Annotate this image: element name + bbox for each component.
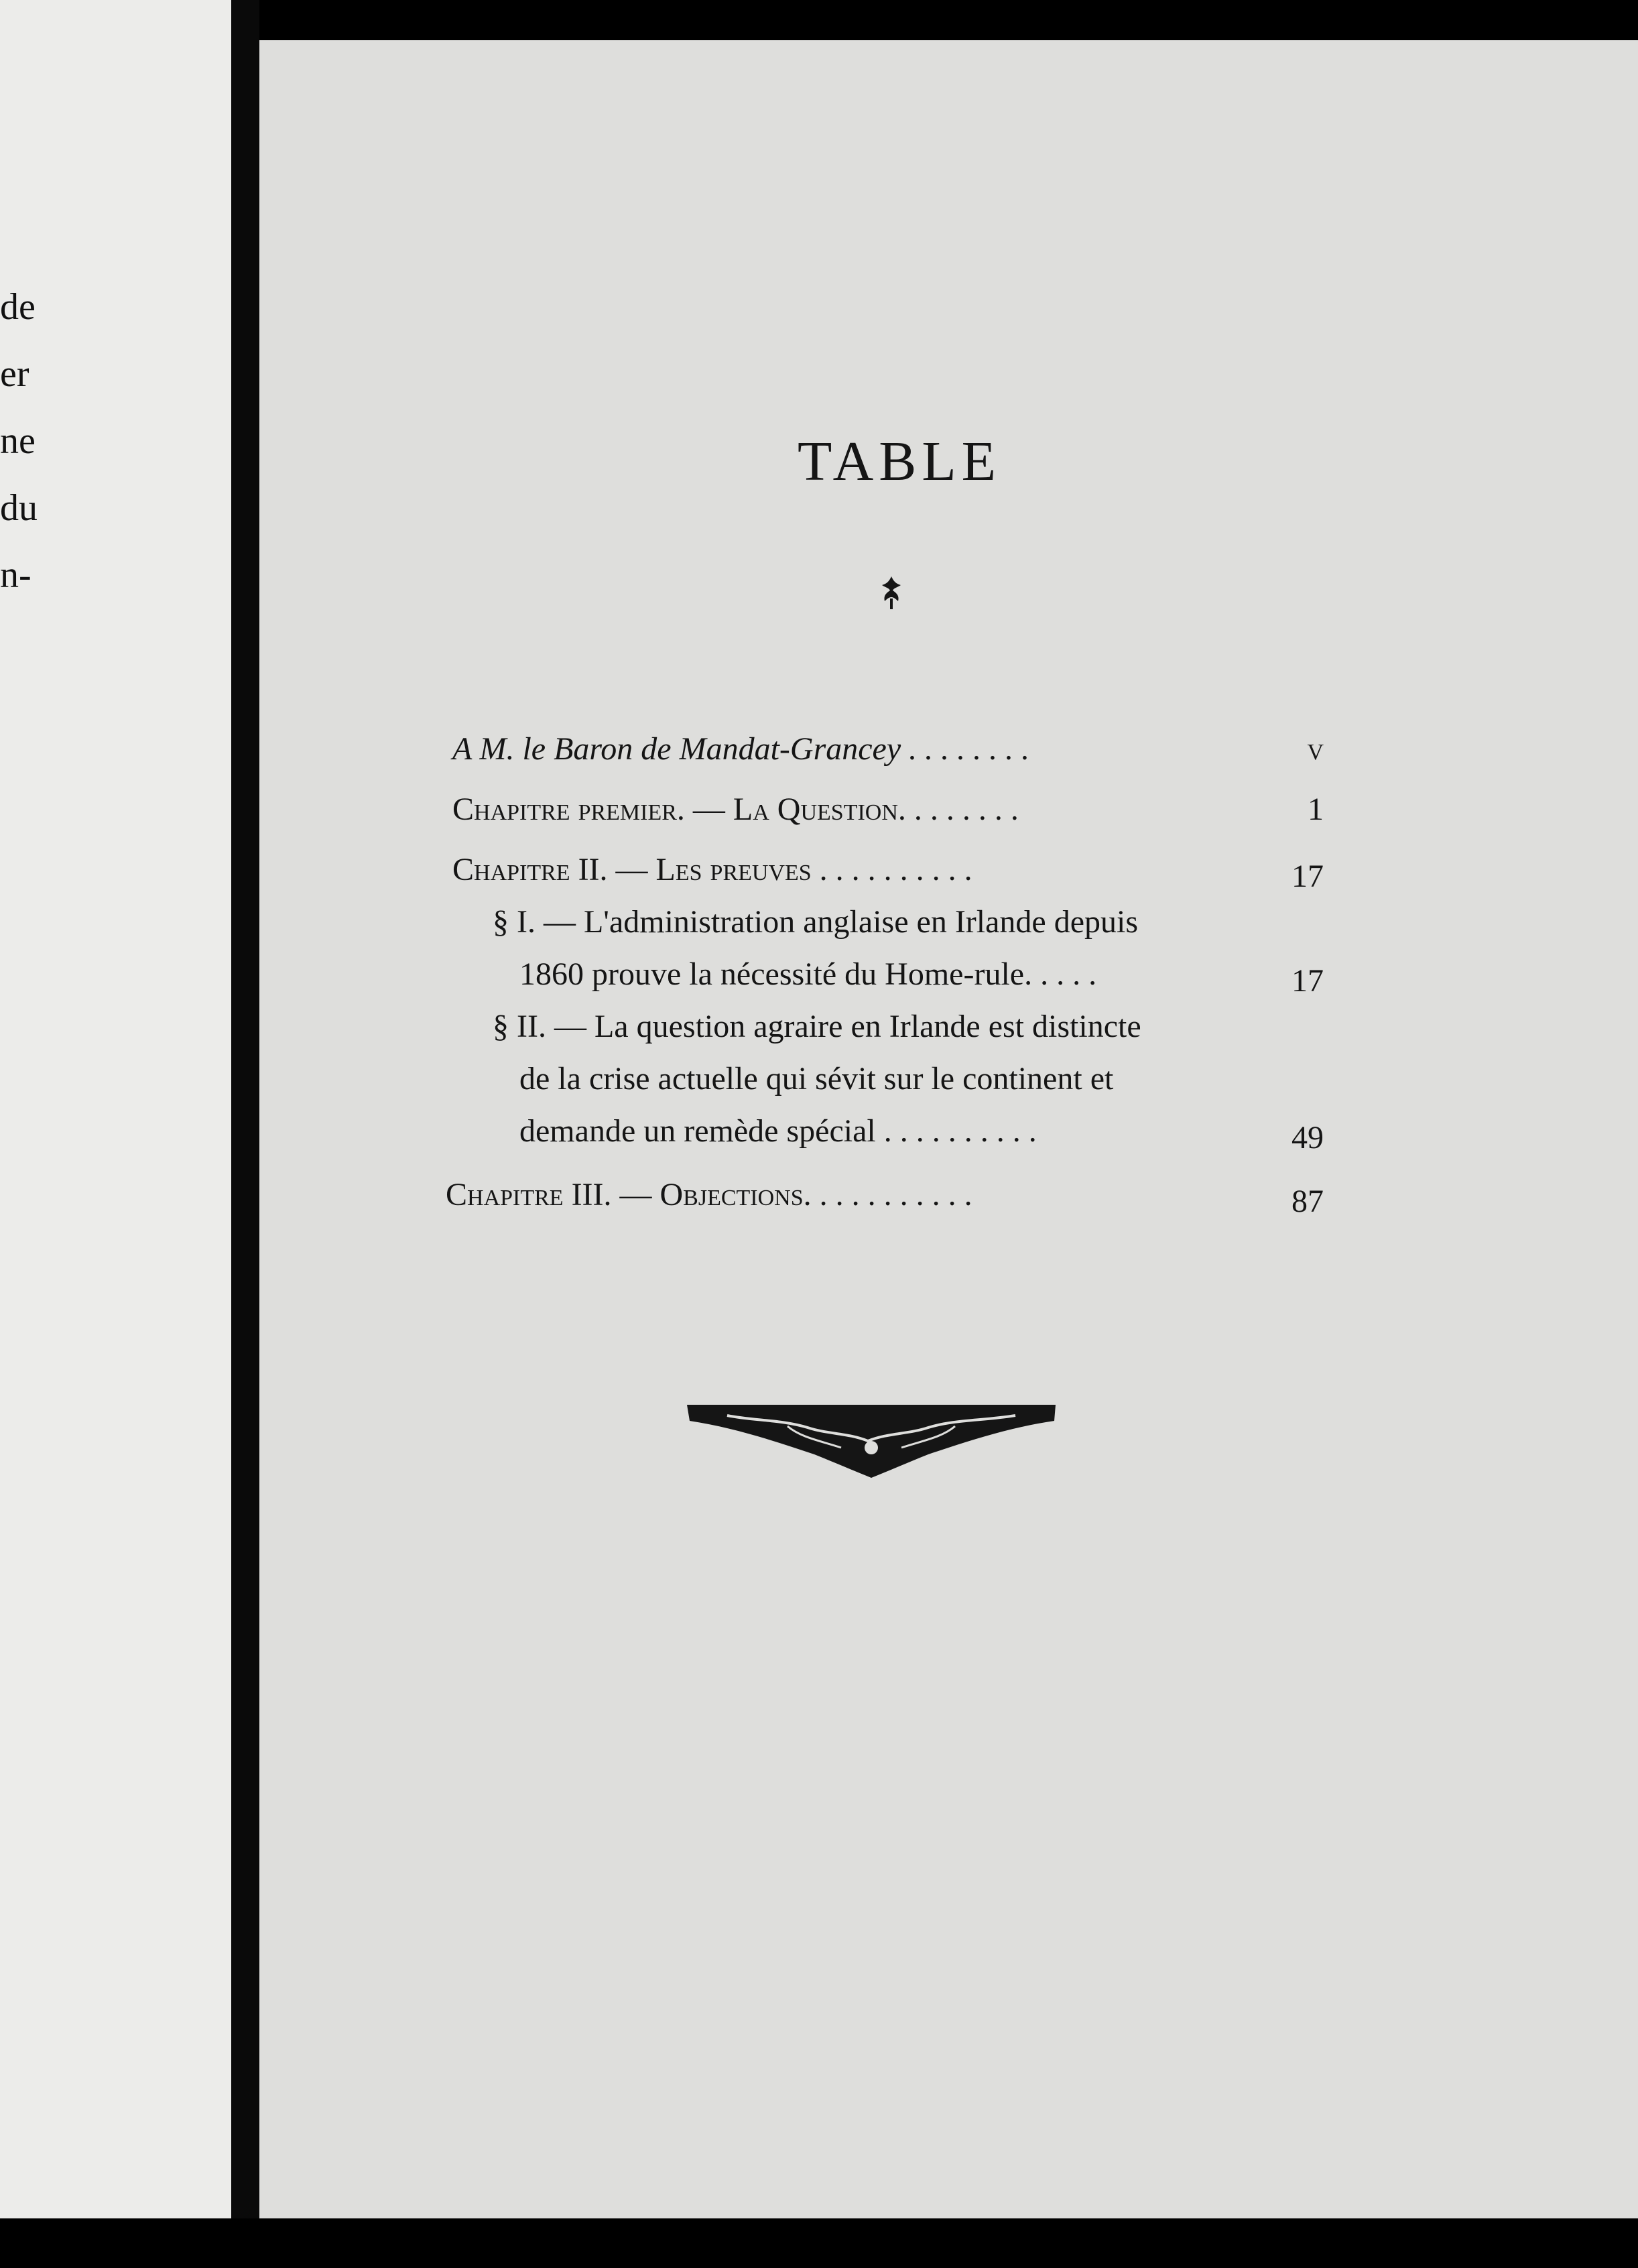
toc-entry-label: de la crise actuelle qui sévit sur le continent et	[519, 1061, 1114, 1096]
left-page-fragment: er	[0, 353, 29, 395]
toc-entry-page: v	[1307, 731, 1324, 767]
left-page-fragment: de	[0, 286, 36, 328]
toc-entry-label: demande un remède spécial . . . . . . . . . .	[519, 1113, 1037, 1149]
toc-entry-label: Chapitre premier. — La Question. . . . . . . .	[452, 792, 1019, 827]
toc-entry-label: A M. le Baron de Mandat-Grancey . . . . . . . .	[452, 731, 1030, 767]
toc-entry-page: 49	[1292, 1120, 1324, 1155]
book-gutter	[231, 0, 259, 2268]
page-title: TABLE	[798, 430, 1001, 493]
toc-entry-page: 87	[1292, 1184, 1324, 1219]
toc-entry-page: 17	[1292, 859, 1324, 894]
toc-entry-label: Chapitre III. — Objections. . . . . . . . . . .	[446, 1177, 972, 1212]
fleuron-icon	[871, 573, 911, 613]
left-page-fragment: n-	[0, 554, 32, 596]
toc-entry-label: § II. — La question agraire en Irlande est distincte	[493, 1009, 1141, 1044]
scan-bottom-edge	[0, 2218, 1638, 2268]
left-page-fragment: ne	[0, 420, 36, 462]
toc-entry-page: 17	[1292, 963, 1324, 999]
left-facing-page	[0, 0, 231, 2218]
toc-entry-label: Chapitre II. — Les preuves . . . . . . . . . .	[452, 852, 972, 887]
tailpiece-ornament-icon	[687, 1401, 1056, 1481]
toc-entry-page: 1	[1308, 792, 1324, 827]
toc-entry-label: § I. — L'administration anglaise en Irlande depuis	[493, 904, 1139, 940]
toc-entry-label: 1860 prouve la nécessité du Home-rule. . . . .	[519, 956, 1097, 992]
left-page-fragment: du	[0, 487, 38, 529]
